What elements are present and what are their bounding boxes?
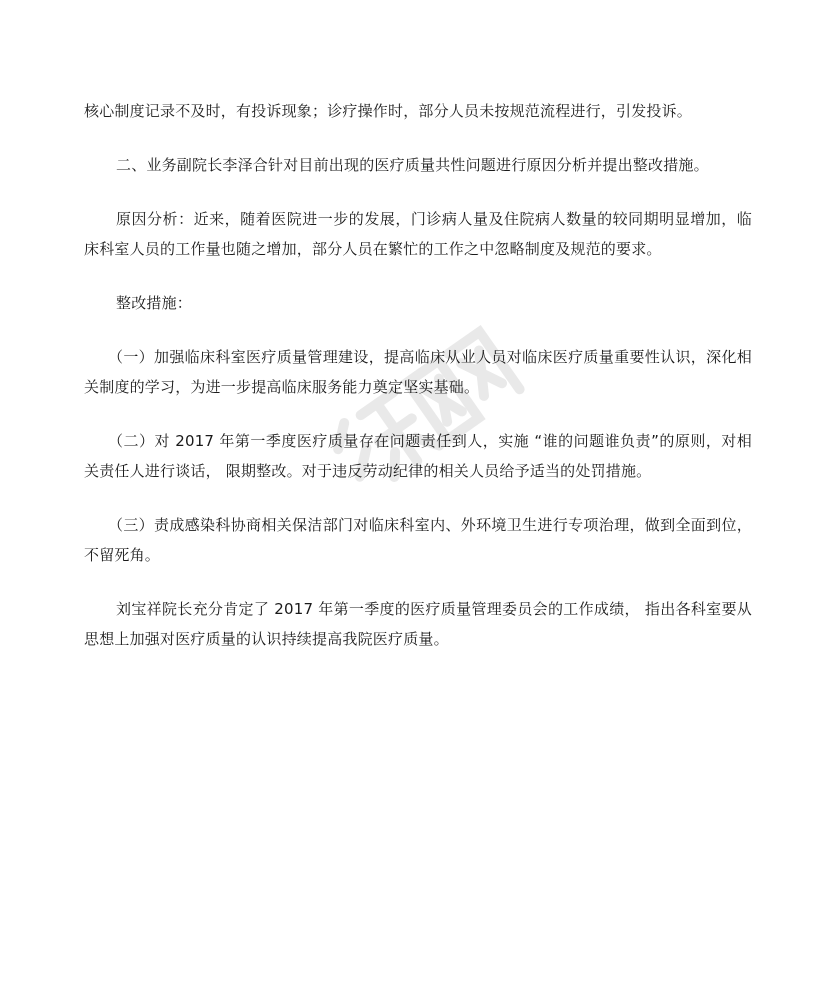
- paragraph-director-summary: 刘宝祥院长充分肯定了 2017 年第一季度的医疗质量管理委员会的工作成绩， 指出各科室要从思想上加强对医疗质量的认识持续提高我院医疗质量。: [84, 600, 752, 648]
- paragraph-rectification-heading: 整改措施：: [116, 294, 193, 312]
- paragraph-cause-analysis: 原因分析：近来，随着医院进一步的发展，门诊病人量及住院病人数量的较同期明显增加，临床科室人员的工作量也随之增加，部分人员在繁忙的工作之中忽略制度及规范的要求。: [84, 210, 752, 258]
- paragraph-section-two-heading: 二、业务副院长李泽合针对目前出现的医疗质量共性问题进行原因分析并提出整改措施。: [116, 156, 709, 174]
- paragraph-measure-three: （三）责成感染科协商相关保洁部门对临床科室内、外环境卫生进行专项治理，做到全面到位，不留死角。: [84, 516, 752, 564]
- document-body: [84, 96, 752, 678]
- paragraph-measure-two: （二）对 2017 年第一季度医疗质量存在问题责任到人，实施 “谁的问题谁负责”的原则，对相关责任人进行谈话， 限期整改。对于违反劳动纪律的相关人员给予适当的处罚措施。: [84, 432, 752, 480]
- paragraph-complaint-issues: 核心制度记录不及时，有投诉现象；诊疗操作时，部分人员未按规范流程进行，引发投诉。: [84, 102, 693, 120]
- paragraph-measure-one: （一）加强临床科室医疗质量管理建设，提高临床从业人员对临床医疗质量重要性认识，深化相关制度的学习，为进一步提高临床服务能力奠定坚实基础。: [84, 348, 752, 396]
